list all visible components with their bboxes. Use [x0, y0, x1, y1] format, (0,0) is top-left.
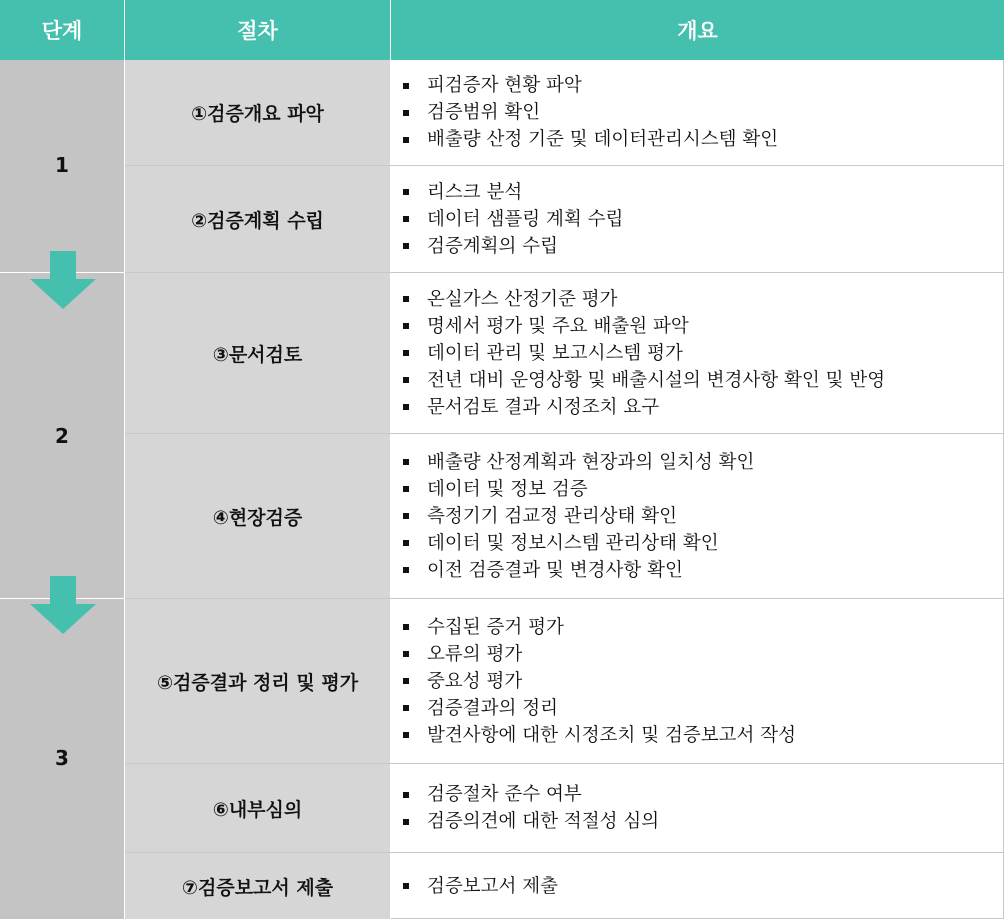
overview-list [391, 286, 885, 421]
bullet-icon [403, 137, 409, 143]
bullet-icon [403, 624, 409, 630]
overview-item-text: 데이터 및 정보시스템 관리상태 확인 [427, 532, 719, 554]
overview-item-text: 데이터 및 정보 검증 [427, 478, 588, 500]
row-divider [125, 598, 1004, 599]
stage-number-2: 2 [55, 424, 69, 448]
overview-item [403, 206, 623, 233]
overview-item [403, 530, 754, 557]
overview-item [403, 179, 623, 206]
bullet-icon [403, 567, 409, 573]
overview-item-text: 측정기기 검교정 관리상태 확인 [427, 505, 677, 527]
overview-item-text: 전년 대비 운영상황 및 배출시설의 변경사항 확인 및 반영 [427, 369, 886, 391]
overview-list [391, 614, 796, 749]
overview-cell-5 [391, 599, 1004, 763]
header-stage: 단계 [0, 0, 124, 60]
row-divider [125, 852, 1004, 853]
overview-item-text: 검증결과의 정리 [427, 697, 558, 719]
overview-item [403, 449, 754, 476]
procedure-cell-7: ⑦검증보고서 제출 [125, 853, 390, 919]
overview-item-text: 검증범위 확인 [427, 102, 541, 123]
procedure-cell-4: ④현장검증 [125, 434, 390, 598]
overview-item-text: 오류의 평가 [427, 643, 523, 665]
overview-item [403, 99, 778, 126]
overview-item-text: 배출량 산정 기준 및 데이터관리시스템 확인 [427, 129, 779, 150]
overview-list [391, 449, 754, 584]
bullet-icon [403, 350, 409, 356]
overview-item-text: 수집된 증거 평가 [427, 616, 564, 638]
bullet-icon [403, 486, 409, 492]
overview-item [403, 233, 623, 260]
overview-item [403, 72, 778, 99]
bullet-icon [403, 732, 409, 738]
overview-item [403, 503, 754, 530]
overview-item [403, 557, 754, 584]
bullet-icon [403, 189, 409, 195]
overview-item [403, 668, 796, 695]
overview-item [403, 394, 885, 421]
overview-item [403, 808, 659, 835]
bullet-icon [403, 459, 409, 465]
overview-item [403, 873, 558, 900]
overview-item-text: 검증계획의 수립 [427, 235, 558, 257]
overview-item [403, 641, 796, 668]
row-divider [125, 433, 1004, 434]
overview-item-text: 리스크 분석 [427, 181, 523, 203]
bullet-icon [403, 883, 409, 889]
overview-cell-6 [391, 764, 1004, 852]
bullet-icon [403, 243, 409, 249]
overview-item [403, 367, 885, 394]
bullet-icon [403, 83, 409, 89]
overview-item-text: 검증의견에 대한 적절성 심의 [427, 811, 660, 832]
overview-item-text: 온실가스 산정기준 평가 [427, 288, 618, 310]
overview-cell-3 [391, 273, 1004, 433]
overview-item-text: 명세서 평가 및 주요 배출원 파악 [427, 315, 689, 337]
overview-item [403, 695, 796, 722]
overview-list [391, 781, 659, 835]
overview-item [403, 286, 885, 313]
down-arrow-icon [30, 251, 96, 309]
bullet-icon [403, 705, 409, 711]
bullet-icon [403, 540, 409, 546]
bullet-icon [403, 678, 409, 684]
bullet-icon [403, 513, 409, 519]
overview-list [391, 873, 558, 900]
bullet-icon [403, 110, 409, 116]
overview-item [403, 614, 796, 641]
bullet-icon [403, 651, 409, 657]
overview-item-text: 발견사항에 대한 시정조치 및 검증보고서 작성 [427, 724, 796, 746]
overview-item-text: 피검증자 현황 파악 [427, 75, 582, 96]
procedure-cell-1: ①검증개요 파악 [125, 60, 390, 165]
overview-item-text: 데이터 샘플링 계획 수립 [427, 208, 624, 230]
overview-item-text: 배출량 산정계획과 현장과의 일치성 확인 [427, 451, 755, 473]
overview-item [403, 476, 754, 503]
overview-item [403, 340, 885, 367]
bullet-icon [403, 377, 409, 383]
overview-cell-1 [391, 60, 1004, 165]
stage-number-3: 3 [55, 746, 69, 770]
overview-item [403, 313, 885, 340]
header-overview: 개요 [391, 0, 1004, 60]
overview-item-text: 이전 검증결과 및 변경사항 확인 [427, 559, 683, 581]
procedure-cell-3: ③문서검토 [125, 273, 390, 433]
procedure-cell-2: ②검증계획 수립 [125, 166, 390, 272]
overview-item [403, 722, 796, 749]
bullet-icon [403, 819, 409, 825]
row-divider [125, 272, 1004, 273]
row-divider [125, 763, 1004, 764]
overview-item-text: 중요성 평가 [427, 670, 523, 692]
bullet-icon [403, 296, 409, 302]
overview-cell-7 [391, 853, 1004, 919]
bullet-icon [403, 792, 409, 798]
overview-item-text: 검증절차 준수 여부 [427, 784, 582, 805]
overview-cell-4 [391, 434, 1004, 598]
down-arrow-icon [30, 576, 96, 634]
procedure-cell-5: ⑤검증결과 정리 및 평가 [125, 599, 390, 763]
bullet-icon [403, 216, 409, 222]
overview-list [391, 179, 623, 260]
overview-item [403, 126, 778, 153]
header-procedure: 절차 [125, 0, 390, 60]
overview-list [391, 72, 778, 153]
overview-item [403, 781, 659, 808]
bullet-icon [403, 404, 409, 410]
row-divider [125, 165, 1004, 166]
procedure-cell-6: ⑥내부심의 [125, 764, 390, 852]
stage-number-1: 1 [55, 153, 69, 177]
overview-item-text: 문서검토 결과 시정조치 요구 [427, 396, 660, 418]
bullet-icon [403, 323, 409, 329]
overview-item-text: 검증보고서 제출 [427, 875, 558, 897]
overview-cell-2 [391, 166, 1004, 272]
overview-item-text: 데이터 관리 및 보고시스템 평가 [427, 342, 683, 364]
